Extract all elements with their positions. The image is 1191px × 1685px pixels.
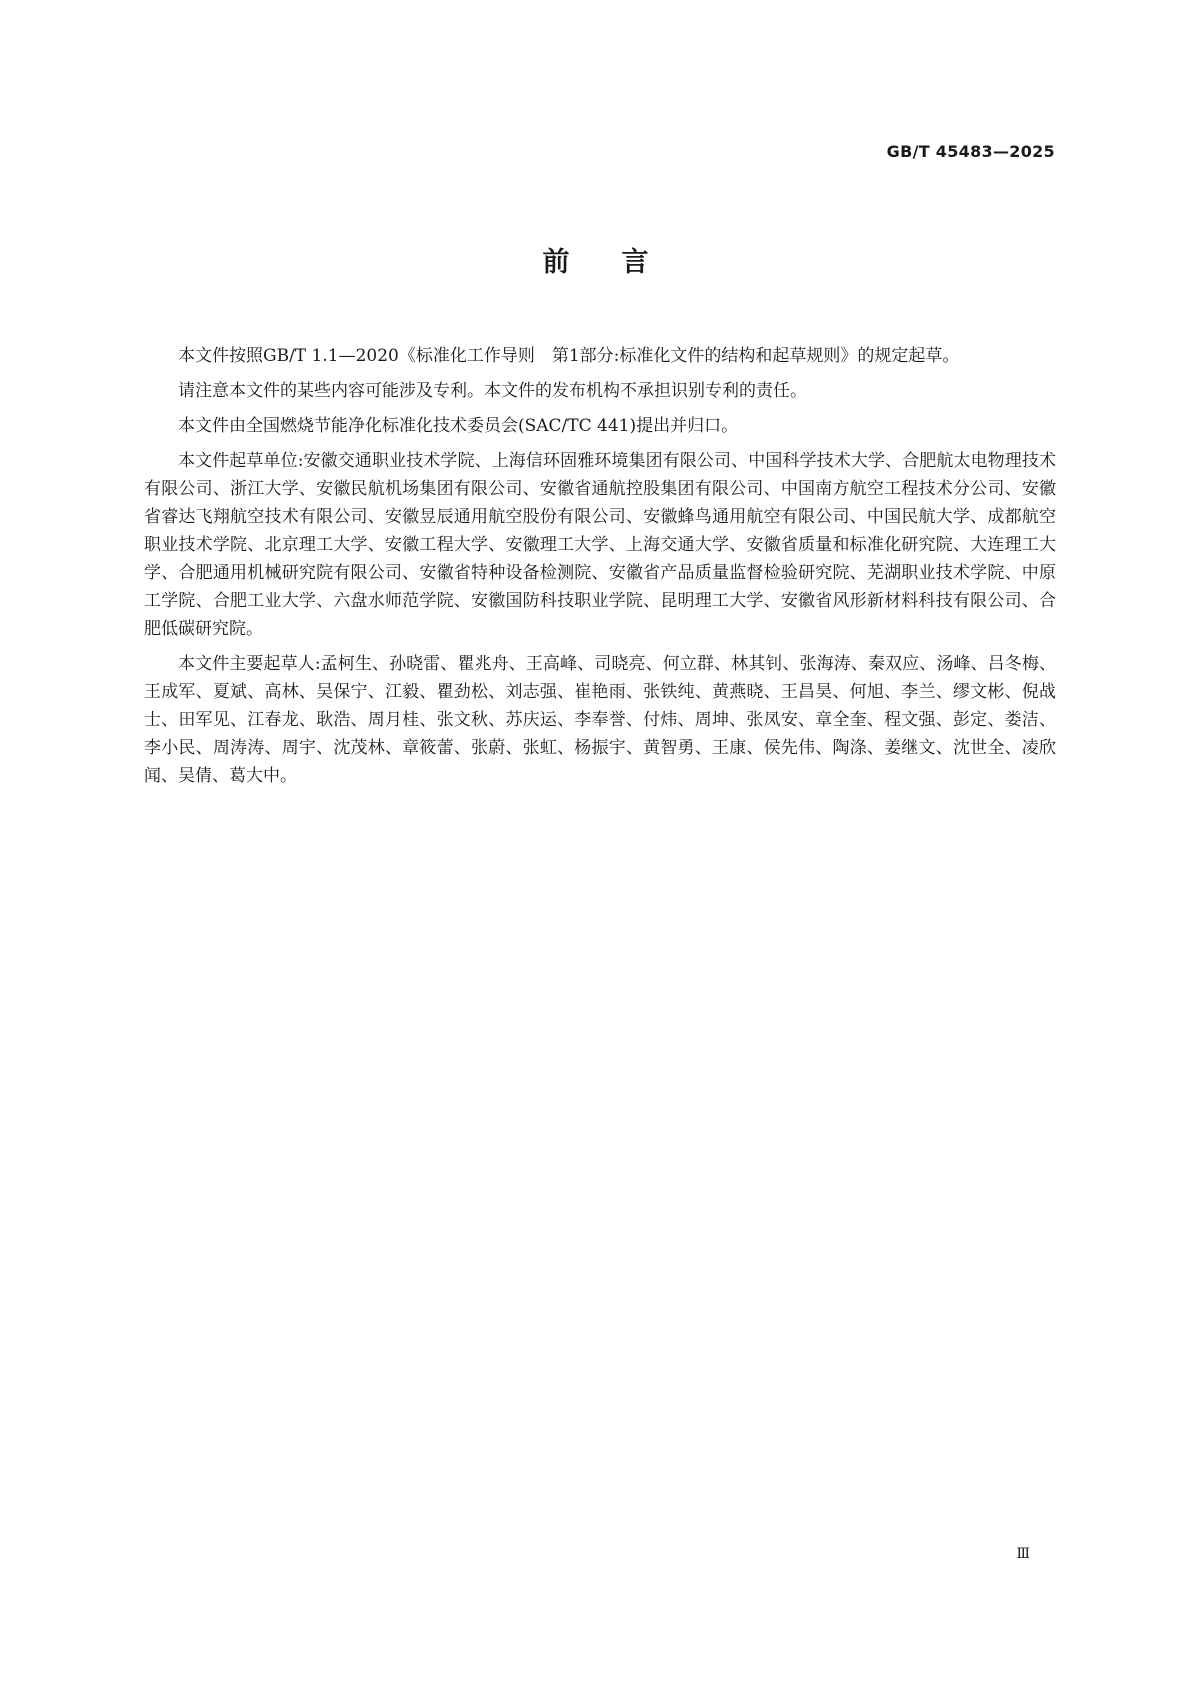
page-title: 前言 [542, 247, 701, 278]
document-code: GB/T 45483—2025 [886, 142, 1055, 161]
drafting-units-paragraph: 本文件起草单位:安徽交通职业技术学院、上海信环固雅环境集团有限公司、中国科学技术大学、合肥航太电物理技术有限公司、浙江大学、安徽民航机场集团有限公司、安徽省通航控股集团有限公司、中国南方航空工程技术分公司、安徽省睿达飞翔航空技术有限公司、安徽昱辰通用航空股份有限公司、安徽蜂鸟通用航空有限公司、中国民航大学、成都航空职业技术学院、北京理工大学、安徽工程大学、安徽理工大学、上海交通大学、安徽省质量和标准化研究院、大连理工大学、合肥通用机械研究院有限公司、安徽省特种设备检测院、安徽省产品质量监督检验研究院、芜湖职业技术学院、中原工学院、合肥工业大学、六盘水师范学院、安徽国防科技职业学院、昆明理工大学、安徽省风形新材料科技有限公司、合肥低碳研究院。 [144, 451, 1056, 639]
committee-paragraph: 本文件由全国燃烧节能净化标准化技术委员会(SAC/TC 441)提出并归口。 [178, 416, 739, 436]
foreword-body [144, 342, 1056, 797]
drafters-paragraph: 本文件主要起草人:孟柯生、孙晓雷、瞿兆舟、王高峰、司晓亮、何立群、林其钊、张海涛、秦双应、汤峰、吕冬梅、王成军、夏斌、高林、吴保宁、江毅、瞿劲松、刘志强、崔艳雨、张铁纯、黄燕晓、王昌昊、何旭、李兰、缪文彬、倪战士、田军见、江春龙、耿浩、周月桂、张文秋、苏庆运、李奉誉、付炜、周坤、张凤安、章全奎、程文强、彭定、娄洁、李小民、周涛涛、周宇、沈茂林、章筱蕾、张蔚、张虹、杨振宇、黄智勇、王康、侯先伟、陶涤、姜继文、沈世全、凌欣闻、吴倩、葛大中。 [144, 654, 1056, 786]
page-number: Ⅲ [1016, 1546, 1030, 1562]
drafting-rules-paragraph: 本文件按照GB/T 1.1—2020《标准化工作导则 第1部分:标准化文件的结构和起草规则》的规定起草。 [178, 346, 960, 366]
patent-notice-paragraph: 请注意本文件的某些内容可能涉及专利。本文件的发布机构不承担识别专利的责任。 [178, 381, 807, 401]
